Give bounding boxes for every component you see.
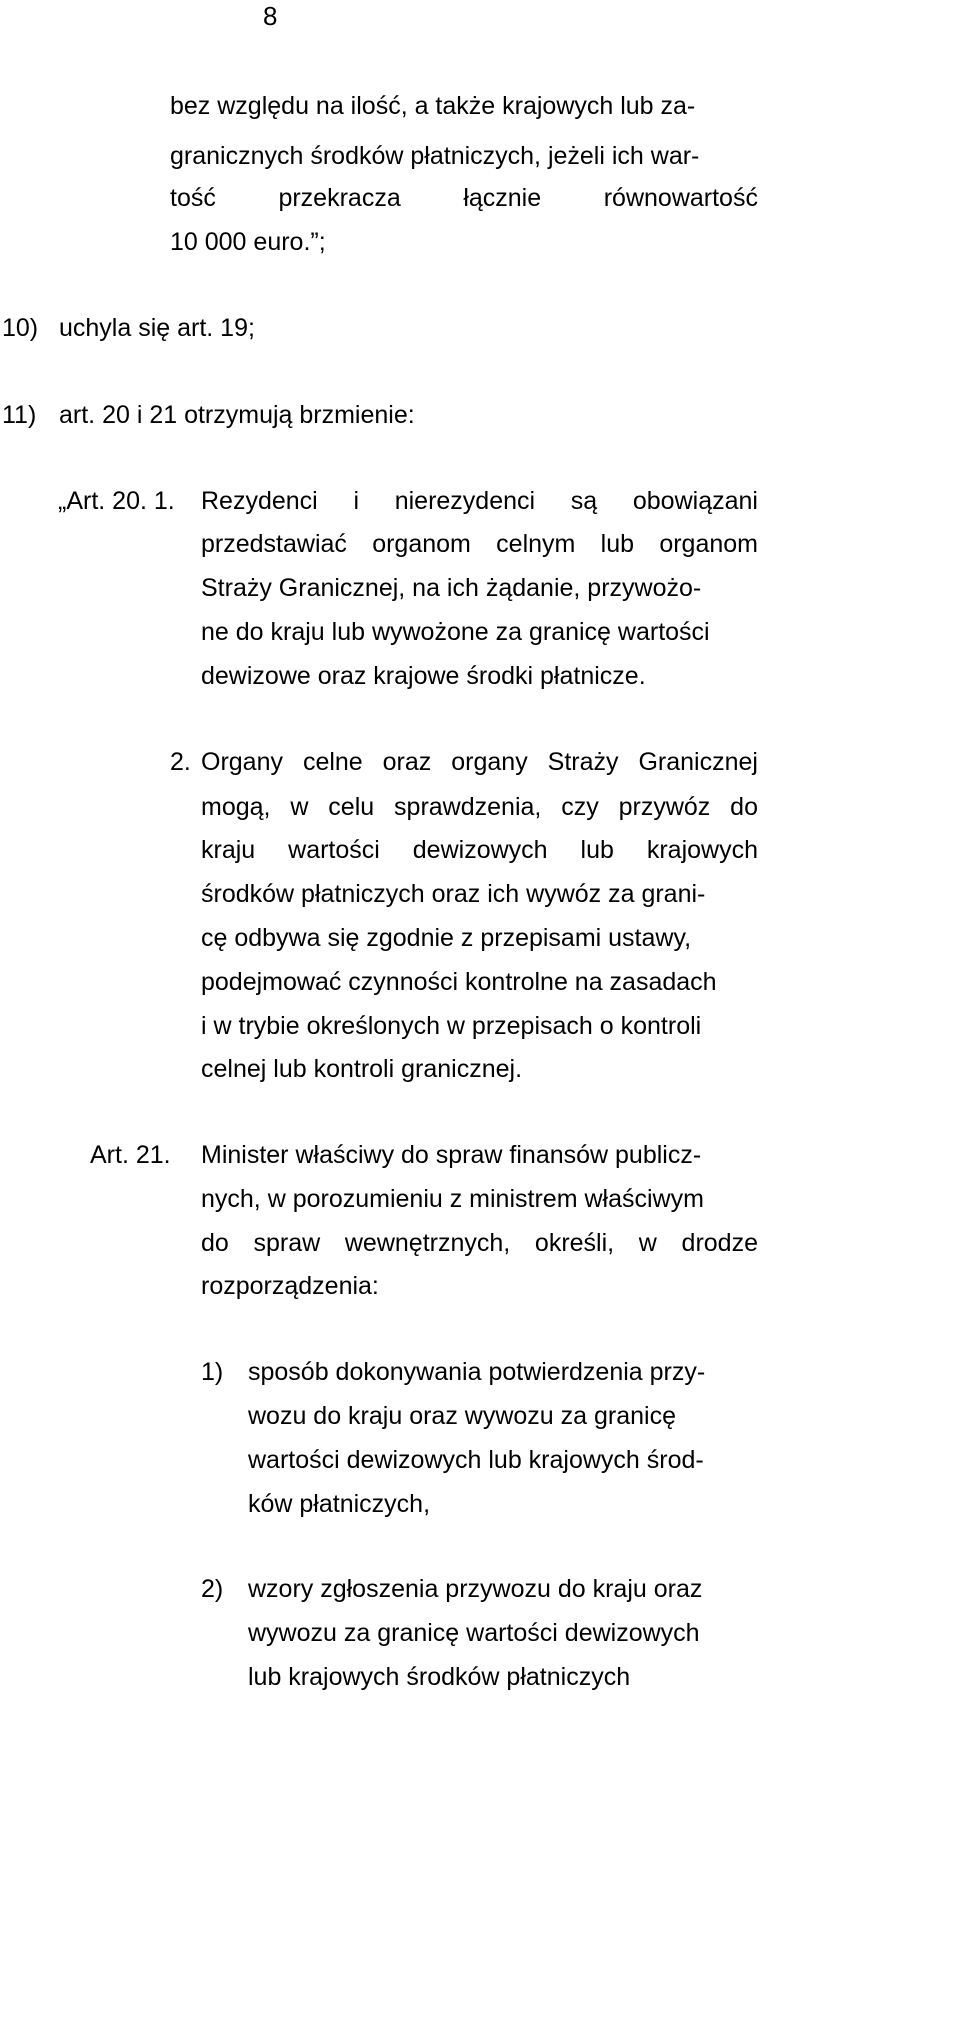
word: organom bbox=[659, 530, 758, 558]
text-line-justified bbox=[201, 795, 758, 820]
item-number: 11) bbox=[2, 401, 37, 429]
text-line: bez względu na ilość, a także krajowych lub za- bbox=[170, 92, 696, 120]
text-line: wozu do kraju oraz wywozu za granicę bbox=[248, 1402, 676, 1430]
word: nierezydenci bbox=[394, 487, 536, 515]
word: kraju bbox=[201, 836, 256, 864]
text-line: środków płatniczych oraz ich wywóz za grani- bbox=[201, 880, 706, 908]
word: Straży bbox=[547, 748, 619, 776]
text-line: Minister właściwy do spraw finansów publicz- bbox=[201, 1141, 702, 1169]
text-line: podejmować czynności kontrolne na zasadach bbox=[201, 968, 717, 996]
word: przywóz bbox=[618, 793, 711, 821]
word: Organy bbox=[201, 748, 283, 776]
text-line-justified bbox=[201, 838, 758, 863]
point-number: 2) bbox=[201, 1575, 224, 1603]
paragraph-number: 2. bbox=[170, 748, 191, 776]
text-line-justified bbox=[170, 186, 758, 211]
word: dewizowych bbox=[412, 836, 548, 864]
word: celu bbox=[328, 793, 375, 821]
word: w bbox=[638, 1229, 657, 1257]
word: krajowych bbox=[646, 836, 758, 864]
item-text: uchyla się art. 19; bbox=[59, 314, 255, 342]
word: mogą, bbox=[201, 793, 271, 821]
text-line: wartości dewizowych lub krajowych środ- bbox=[248, 1446, 704, 1474]
word: do bbox=[730, 793, 758, 821]
article-heading: „Art. 20. 1. bbox=[58, 487, 175, 515]
word: wartości bbox=[288, 836, 380, 864]
text-line: dewizowe oraz krajowe środki płatnicze. bbox=[201, 662, 646, 690]
word: Granicznej bbox=[638, 748, 758, 776]
word: drodze bbox=[681, 1229, 758, 1257]
word: są bbox=[570, 487, 598, 515]
word: przedstawiać bbox=[201, 530, 347, 558]
text-line: celnej lub kontroli granicznej. bbox=[201, 1055, 523, 1083]
word: przekracza bbox=[278, 184, 401, 212]
word: i bbox=[353, 487, 359, 515]
word: określi, bbox=[534, 1229, 615, 1257]
text-line-justified bbox=[201, 532, 758, 557]
word: czy bbox=[561, 793, 599, 821]
text-line-justified bbox=[201, 489, 758, 514]
word: tość bbox=[170, 184, 216, 212]
article-heading: Art. 21. bbox=[90, 1141, 171, 1169]
word: w bbox=[290, 793, 309, 821]
text-line: cę odbywa się zgodnie z przepisami ustawy, bbox=[201, 924, 692, 952]
word: do bbox=[201, 1229, 229, 1257]
text-line: 10 000 euro.”; bbox=[170, 228, 326, 256]
text-line: wywozu za granicę wartości dewizowych bbox=[248, 1619, 700, 1647]
word: wewnętrznych, bbox=[344, 1229, 511, 1257]
word: Rezydenci bbox=[201, 487, 318, 515]
word: organom bbox=[372, 530, 471, 558]
text-line-justified bbox=[201, 750, 758, 775]
word: sprawdzenia, bbox=[394, 793, 542, 821]
word: równowartość bbox=[603, 184, 758, 212]
item-number: 10) bbox=[2, 314, 39, 342]
text-line: rozporządzenia: bbox=[201, 1272, 379, 1300]
word: obowiązani bbox=[632, 487, 758, 515]
text-line: wzory zgłoszenia przywozu do kraju oraz bbox=[248, 1575, 703, 1603]
text-line: ków płatniczych, bbox=[248, 1490, 431, 1518]
text-line: Straży Granicznej, na ich żądanie, przywożo- bbox=[201, 574, 702, 602]
word: organy bbox=[451, 748, 528, 776]
point-number: 1) bbox=[201, 1358, 224, 1386]
word: celne bbox=[302, 748, 363, 776]
text-line: sposób dokonywania potwierdzenia przy- bbox=[248, 1358, 706, 1386]
word: oraz bbox=[382, 748, 432, 776]
page-number: 8 bbox=[263, 1, 278, 31]
text-line: nych, w porozumieniu z ministrem właściwym bbox=[201, 1185, 704, 1213]
text-line: ne do kraju lub wywożone za granicę wartości bbox=[201, 618, 710, 646]
text-line: lub krajowych środków płatniczych bbox=[248, 1663, 631, 1691]
word: celnym bbox=[496, 530, 576, 558]
text-line: i w trybie określonych w przepisach o kontroli bbox=[201, 1012, 702, 1040]
word: lub bbox=[580, 836, 614, 864]
item-text: art. 20 i 21 otrzymują brzmienie: bbox=[59, 401, 415, 429]
word: spraw bbox=[253, 1229, 321, 1257]
word: łącznie bbox=[463, 184, 542, 212]
text-line-justified bbox=[201, 1231, 758, 1256]
text-line: granicznych środków płatniczych, jeżeli ich war- bbox=[170, 142, 700, 170]
word: lub bbox=[600, 530, 635, 558]
